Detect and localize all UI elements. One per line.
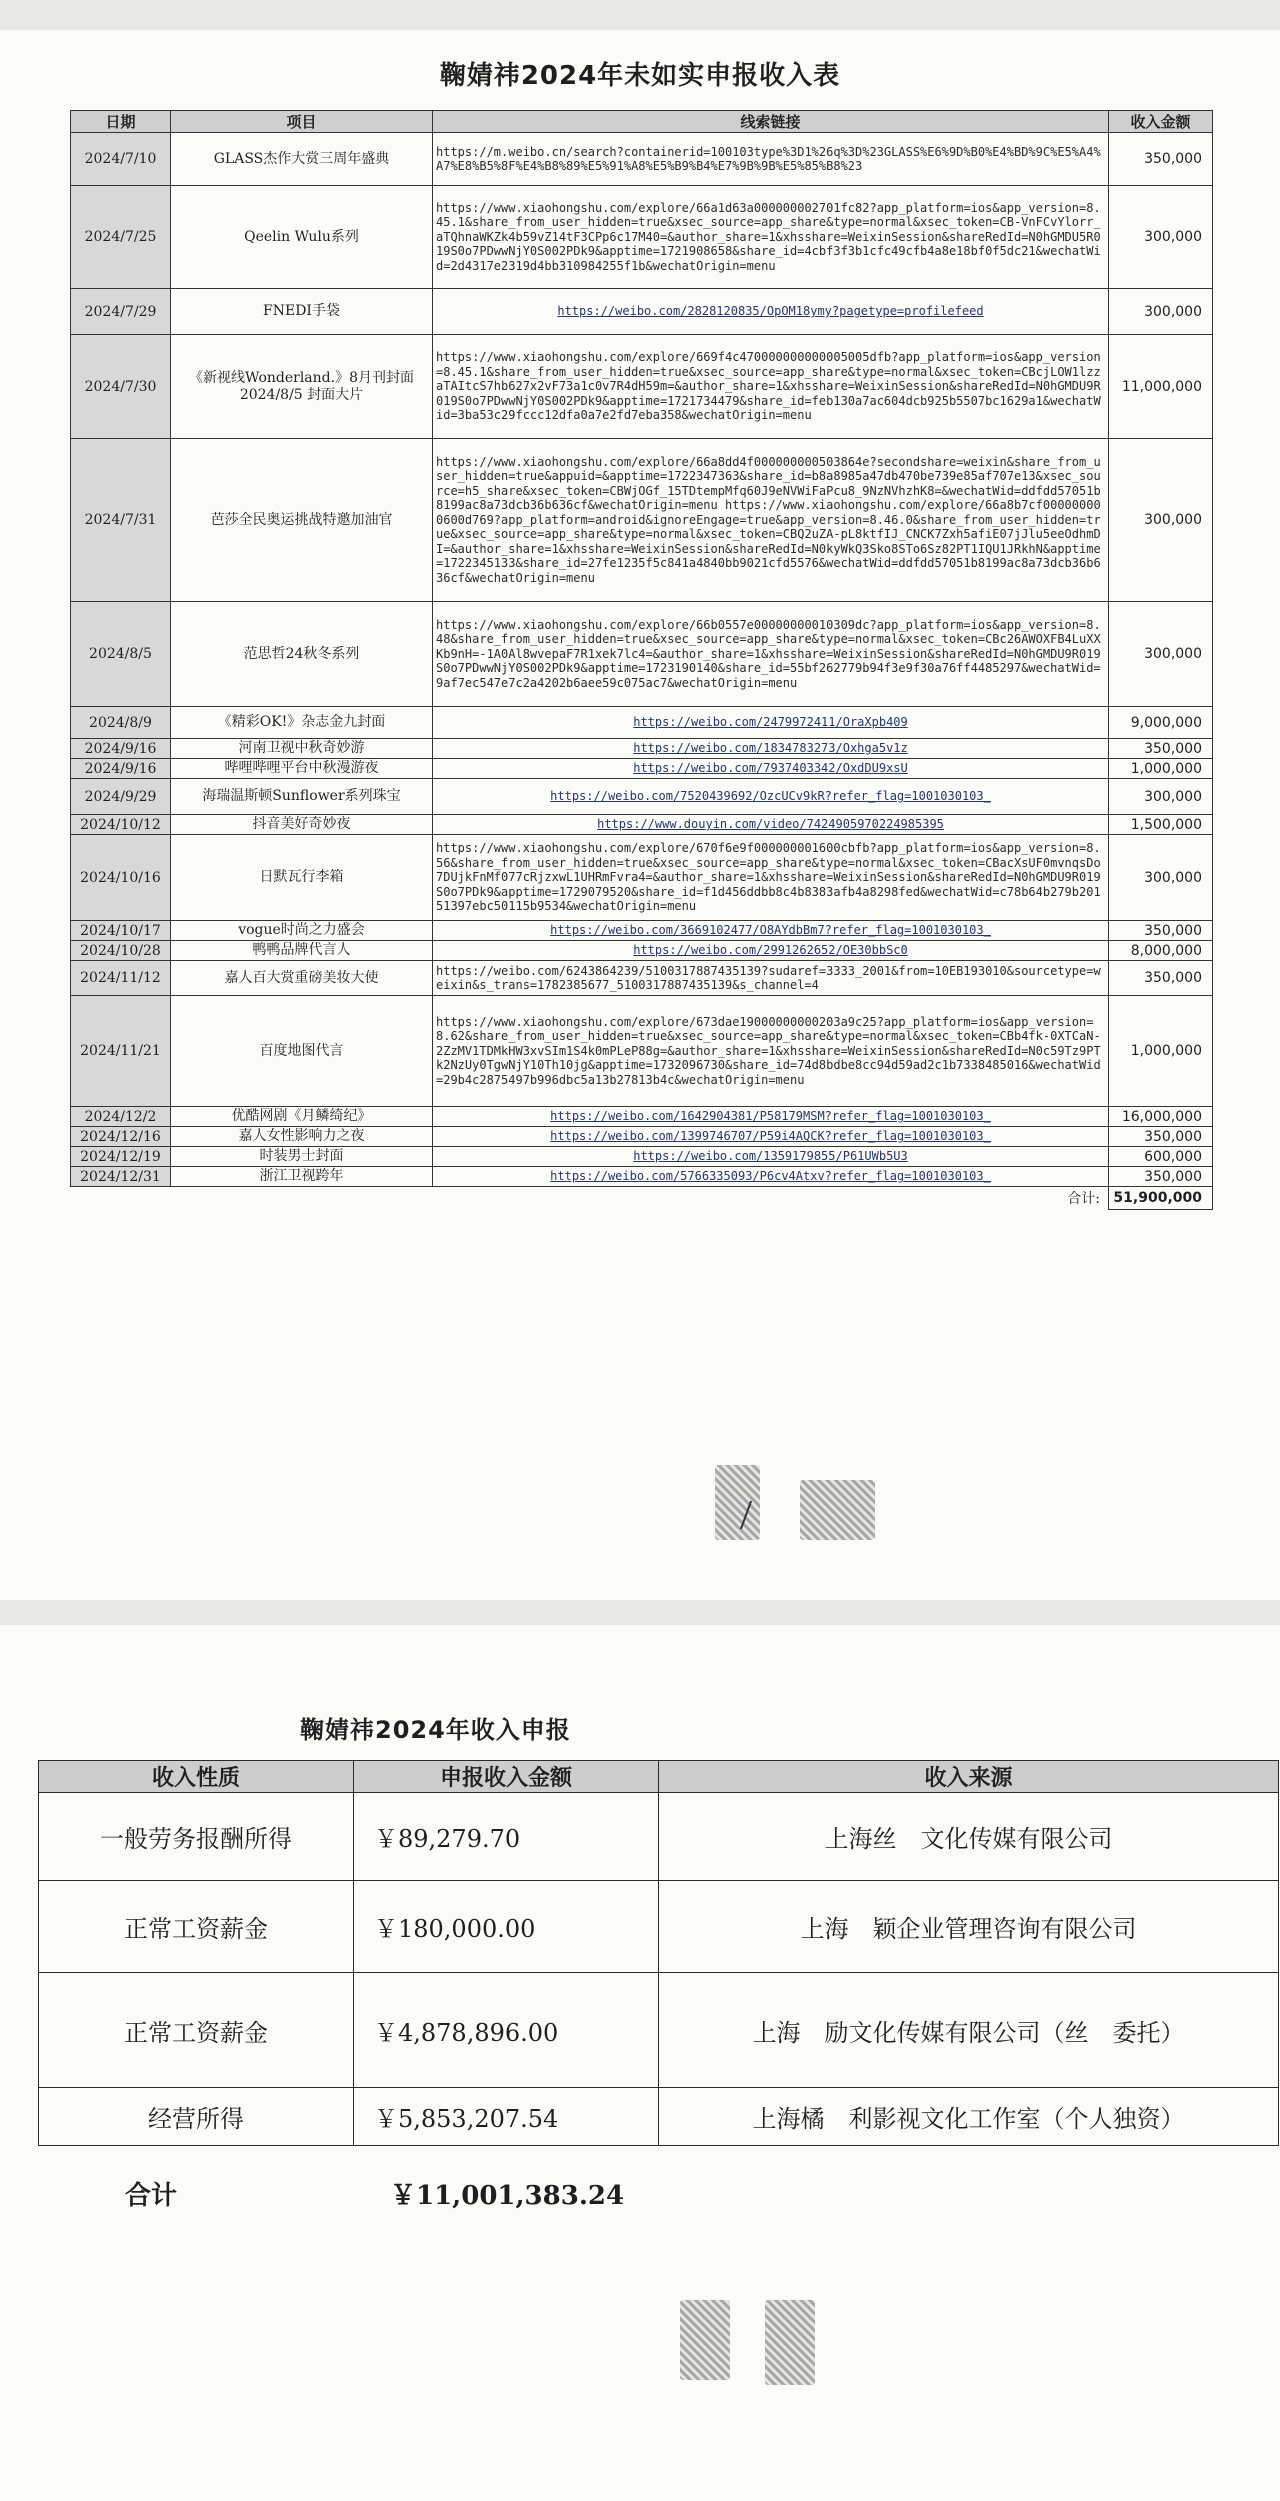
row-amount: 350,000 bbox=[1109, 1167, 1213, 1187]
table-row bbox=[71, 941, 1213, 961]
row-link[interactable]: https://weibo.com/3669102477/O8AYdbBm7?refer_flag=1001030103_ bbox=[433, 921, 1109, 941]
row-amount: 350,000 bbox=[1109, 1127, 1213, 1147]
row-date: 2024/12/19 bbox=[71, 1147, 171, 1167]
row-date: 2024/10/28 bbox=[71, 941, 171, 961]
table-row bbox=[71, 961, 1213, 996]
table-row bbox=[71, 759, 1213, 779]
row-source: 上海 励文化传媒有限公司（丝 委托） bbox=[659, 1973, 1279, 2088]
row-date: 2024/7/31 bbox=[71, 439, 171, 602]
row-link[interactable]: https://www.douyin.com/video/7424905970224985395 bbox=[433, 815, 1109, 835]
row-amount: 1,000,000 bbox=[1109, 996, 1213, 1107]
row-project: 鸭鸭品牌代言人 bbox=[171, 941, 433, 961]
table-header-row bbox=[39, 1761, 1279, 1793]
table-row bbox=[71, 335, 1213, 439]
signature-stamp bbox=[800, 1480, 875, 1540]
row-amount: 300,000 bbox=[1109, 779, 1213, 815]
table-header-row bbox=[71, 111, 1213, 133]
table-row bbox=[71, 921, 1213, 941]
row-project: 范思哲24秋冬系列 bbox=[171, 602, 433, 707]
row-amount: 350,000 bbox=[1109, 921, 1213, 941]
table-row bbox=[71, 779, 1213, 815]
row-declared-amount: ￥4,878,896.00 bbox=[354, 1973, 659, 2088]
row-amount: 350,000 bbox=[1109, 961, 1213, 996]
table-row bbox=[39, 1881, 1279, 1973]
row-link[interactable]: https://www.xiaohongshu.com/explore/670f6e9f000000001600cbfb?app_platform=ios&app_version=8.56&share_from_user_hidden=true&xsec_source=app_share&type=normal&xsec_token=CBacXsUF0mvnqsDo7DUjkFnMf077cRjzxwL1UHRmFvra4=&author_share=1&xhsshare=WeixinSession&shareRedId=N0hGMDU9R019S0o7PDk9&apptime=1729079520&share_id=f1d456ddbb8c4b8383afb4a8298fed&wechatWid=c78b64b279b20151397ebc50115b9534&wechatOrigin=menu bbox=[433, 835, 1109, 921]
row-declared-amount: ￥180,000.00 bbox=[354, 1881, 659, 1973]
table-row bbox=[71, 739, 1213, 759]
row-project: 百度地图代言 bbox=[171, 996, 433, 1107]
signature-stamp bbox=[680, 2300, 730, 2380]
row-category: 正常工资薪金 bbox=[39, 1881, 354, 1973]
row-project: vogue时尚之力盛会 bbox=[171, 921, 433, 941]
total-row bbox=[71, 1187, 1213, 1210]
row-project: 《精彩OK!》杂志金九封面 bbox=[171, 707, 433, 739]
row-project: 芭莎全民奥运挑战特邀加油官 bbox=[171, 439, 433, 602]
row-amount: 300,000 bbox=[1109, 439, 1213, 602]
row-amount: 350,000 bbox=[1109, 133, 1213, 186]
row-link[interactable]: https://weibo.com/7520439692/OzcUCv9kR?refer_flag=1001030103_ bbox=[433, 779, 1109, 815]
signature-stamp bbox=[765, 2300, 815, 2385]
total-label: 合计: bbox=[1067, 1191, 1100, 1207]
header-declared-amount: 申报收入金额 bbox=[354, 1761, 659, 1793]
row-project: 日默瓦行李箱 bbox=[171, 835, 433, 921]
header-project: 项目 bbox=[171, 111, 433, 133]
row-amount: 300,000 bbox=[1109, 186, 1213, 289]
row-amount: 350,000 bbox=[1109, 739, 1213, 759]
table-row bbox=[71, 289, 1213, 335]
table-row bbox=[71, 707, 1213, 739]
row-category: 正常工资薪金 bbox=[39, 1973, 354, 2088]
row-link[interactable]: https://weibo.com/1834783273/Oxhga5v1z bbox=[433, 739, 1109, 759]
table-row bbox=[39, 2088, 1279, 2146]
row-amount: 300,000 bbox=[1109, 602, 1213, 707]
row-date: 2024/8/5 bbox=[71, 602, 171, 707]
row-link[interactable]: https://www.xiaohongshu.com/explore/669f4c470000000000005005dfb?app_platform=ios&app_version=8.45.1&share_from_user_hidden=true&xsec_source=app_share&type=normal&xsec_token=CBcjLOW1lzzaTAItcS7hb627x2vF73a1c0v7R4dH59m=&author_share=1&xhsshare=WeixinSession&shareRedId=N0hGMDU9R019S0o7PDwwNjY0S002PDk9&apptime=1721734479&share_id=feb130a7ac604dcb925b5507bc1629a1&wechatWid=3ba53c29fccc12dfa0a7e2fd7eba358&wechatOrigin=menu bbox=[433, 335, 1109, 439]
row-project: 时装男士封面 bbox=[171, 1147, 433, 1167]
row-amount: 300,000 bbox=[1109, 289, 1213, 335]
table-body bbox=[71, 133, 1213, 1210]
row-amount: 9,000,000 bbox=[1109, 707, 1213, 739]
table-row bbox=[71, 602, 1213, 707]
row-date: 2024/7/30 bbox=[71, 335, 171, 439]
declaration-title: 鞠婧祎2024年收入申报 bbox=[300, 1716, 571, 1744]
table-row bbox=[71, 133, 1213, 186]
row-declared-amount: ￥5,853,207.54 bbox=[354, 2088, 659, 2146]
row-source: 上海 颖企业管理咨询有限公司 bbox=[659, 1881, 1279, 1973]
row-link[interactable]: https://www.xiaohongshu.com/explore/673dae19000000000203a9c25?app_platform=ios&app_version=8.62&share_from_user_hidden=true&xsec_source=app_share&type=normal&xsec_token=CBb4fk-0XTCaN-2ZzMV1TDMkHW3xvSIm1S4k0mPLeP88g=&author_share=1&xhsshare=WeixinSession&shareRedId=N0c59Tz9PTk2NzUy0TgwNjY10Th10jg&apptime=1732096730&share_id=74d8bdbe8cc94d59ad2c1b7338485016&wechatWid=29b4c2875497b996dbc5a13b27813b4c&wechatOrigin=menu bbox=[433, 996, 1109, 1107]
header-link: 线索链接 bbox=[433, 111, 1109, 133]
row-project: FNEDI手袋 bbox=[171, 289, 433, 335]
row-date: 2024/8/9 bbox=[71, 707, 171, 739]
row-link[interactable]: https://www.xiaohongshu.com/explore/66a8dd4f000000000503864e?secondshare=weixin&share_from_user_hidden=true&appuid=&apptime=1722347363&share_id=b8a8985a47db470be739e85af707e13&xsec_source=h5_share&xsec_token=CBWjOGf_15TDtempMfq60J9eNVWiFaPcu8_9NzNVhzhK8=&wechatWid=ddfdd57051b8199ac8a73dcb36b636cf&wechatOrigin=menu https://www.xiaohongshu.com/explore/66a8b7cf000000000600d769?app_platform=android&ignoreEngage=true&app_version=8.46.0&share_from_user_hidden=true&xsec_source=app_share&type=normal&xsec_token=CBQ2uZA-pL8ktfIJ_CNCK7Zxh5afiE07jJlu5eeOdhmDI=&author_share=1&xhsshare=WeixinSession&shareRedId=N0kyWkQ3Sko8STo6Sz82PT1IQU1JRkhN&apptime=1722345133&share_id=27fe1235f5c841a4840bb9021cfd5576&wechatWid=ddfdd57051b8199ac8a73dcb36b636cf&wechatOrigin=menu bbox=[433, 439, 1109, 602]
row-amount: 1,500,000 bbox=[1109, 815, 1213, 835]
table-row bbox=[71, 186, 1213, 289]
row-link[interactable]: https://weibo.com/1359179855/P61UWb5U3 bbox=[433, 1147, 1109, 1167]
row-category: 经营所得 bbox=[39, 2088, 354, 2146]
total-amount: 51,900,000 bbox=[1109, 1187, 1213, 1210]
row-link[interactable]: https://weibo.com/2991262652/OE30bbSc0 bbox=[433, 941, 1109, 961]
declared-income-table bbox=[38, 1760, 1279, 2146]
row-project: GLASS杰作大赏三周年盛典 bbox=[171, 133, 433, 186]
table-row bbox=[71, 996, 1213, 1107]
row-date: 2024/11/12 bbox=[71, 961, 171, 996]
table-row bbox=[71, 439, 1213, 602]
row-link[interactable]: https://www.xiaohongshu.com/explore/66b0557e00000000010309dc?app_platform=ios&app_version=8.48&share_from_user_hidden=true&xsec_source=app_share&type=normal&xsec_token=CBc26AWOXFB4LuXXKb9nH=-1A0Al8wvepaF7R1xek7lc4=&author_share=1&xhsshare=WeixinSession&shareRedId=N0hGMDU9R019S0o7PDwwNjY0S002PDk9&apptime=1723190140&share_id=55bf262779b94f3e9f30a76ff4485297&wechatWid=9af7ec547e7c2a4202b6aee59c075ac7&wechatOrigin=menu bbox=[433, 602, 1109, 707]
row-link[interactable]: https://weibo.com/7937403342/OxdDU9xsU bbox=[433, 759, 1109, 779]
row-link[interactable]: https://weibo.com/1399746707/P59i4AQCK?refer_flag=1001030103_ bbox=[433, 1127, 1109, 1147]
row-amount: 300,000 bbox=[1109, 835, 1213, 921]
row-source: 上海橘 利影视文化工作室（个人独资） bbox=[659, 2088, 1279, 2146]
row-date: 2024/12/16 bbox=[71, 1127, 171, 1147]
table-row bbox=[39, 1793, 1279, 1881]
header-date: 日期 bbox=[71, 111, 171, 133]
row-project: 嘉人百大赏重磅美妆大使 bbox=[171, 961, 433, 996]
total-label: 合计 bbox=[125, 2181, 178, 2211]
row-project: Qeelin Wulu系列 bbox=[171, 186, 433, 289]
row-project: 河南卫视中秋奇妙游 bbox=[171, 739, 433, 759]
row-link[interactable]: https://m.weibo.cn/search?containerid=100103type%3D1%26q%3D%23GLASS%E6%9D%B0%E4%BD%9C%E5%A4%A7%E8%B5%8F%E4%B8%89%E5%91%A8%E5%B9%B4%E7%9B%9B%E5%85%B8%23 bbox=[433, 133, 1109, 186]
row-amount: 8,000,000 bbox=[1109, 941, 1213, 961]
row-project: 《新视线Wonderland.》8月刊封面 2024/8/5 封面大片 bbox=[171, 335, 433, 439]
row-date: 2024/7/29 bbox=[71, 289, 171, 335]
header-source: 收入来源 bbox=[659, 1761, 1279, 1793]
table-body bbox=[39, 1793, 1279, 2146]
row-date: 2024/10/17 bbox=[71, 921, 171, 941]
row-link[interactable]: https://www.xiaohongshu.com/explore/66a1d63a000000002701fc82?app_platform=ios&app_version=8.45.1&share_from_user_hidden=true&xsec_source=app_share&type=normal&xsec_token=CB-VnFCvYlorr_aTQhnaWKZk4b59vZ14tF3CPp6c17M40=&author_share=1&xhsshare=WeixinSession&shareRedId=N0hGMDU5R019S0o7PDwwNjY0S002PDk9&apptime=1721908658&share_id=4cbf3f3b1cfc49cfb4a8e18bf0f5dc21&wechatWid=2d4317e2319d4bb310984255f1b&wechatOrigin=menu bbox=[433, 186, 1109, 289]
row-date: 2024/10/12 bbox=[71, 815, 171, 835]
row-date: 2024/10/16 bbox=[71, 835, 171, 921]
row-declared-amount: ￥89,279.70 bbox=[354, 1793, 659, 1881]
row-project: 海瑞温斯顿Sunflower系列珠宝 bbox=[171, 779, 433, 815]
row-amount: 16,000,000 bbox=[1109, 1107, 1213, 1127]
row-link[interactable]: https://weibo.com/6243864239/5100317887435139?sudaref=3333_2001&from=10EB193010&sourcetype=weixin&s_trans=1782385677_5100317887435139&s_channel=4 bbox=[433, 961, 1109, 996]
total-amount: ￥11,001,383.24 bbox=[390, 2181, 625, 2211]
header-amount: 收入金额 bbox=[1109, 111, 1213, 133]
row-amount: 1,000,000 bbox=[1109, 759, 1213, 779]
document-title: 鞠婧祎2024年未如实申报收入表 bbox=[439, 61, 841, 91]
header-category: 收入性质 bbox=[39, 1761, 354, 1793]
table-row bbox=[71, 835, 1213, 921]
row-category: 一般劳务报酬所得 bbox=[39, 1793, 354, 1881]
table-row bbox=[71, 1167, 1213, 1187]
signature-stamp bbox=[715, 1465, 760, 1540]
row-date: 2024/7/25 bbox=[71, 186, 171, 289]
row-date: 2024/9/29 bbox=[71, 779, 171, 815]
row-date: 2024/12/31 bbox=[71, 1167, 171, 1187]
row-date: 2024/9/16 bbox=[71, 739, 171, 759]
row-project: 抖音美好奇妙夜 bbox=[171, 815, 433, 835]
table-row bbox=[71, 1147, 1213, 1167]
row-amount: 11,000,000 bbox=[1109, 335, 1213, 439]
row-date: 2024/12/2 bbox=[71, 1107, 171, 1127]
row-date: 2024/11/21 bbox=[71, 996, 171, 1107]
row-link[interactable]: https://weibo.com/2479972411/OraXpb409 bbox=[433, 707, 1109, 739]
row-project: 嘉人女性影响力之夜 bbox=[171, 1127, 433, 1147]
row-link[interactable]: https://weibo.com/2828120835/OpOM18ymy?pagetype=profilefeed bbox=[433, 289, 1109, 335]
row-source: 上海丝 文化传媒有限公司 bbox=[659, 1793, 1279, 1881]
row-date: 2024/7/10 bbox=[71, 133, 171, 186]
row-amount: 600,000 bbox=[1109, 1147, 1213, 1167]
row-project: 优酷网剧《月鳞绮纪》 bbox=[171, 1107, 433, 1127]
table-row bbox=[71, 1127, 1213, 1147]
table-row bbox=[71, 815, 1213, 835]
row-project: 哔哩哔哩平台中秋漫游夜 bbox=[171, 759, 433, 779]
unreported-income-table bbox=[70, 110, 1213, 1210]
row-date: 2024/9/16 bbox=[71, 759, 171, 779]
table-row bbox=[39, 1973, 1279, 2088]
row-link[interactable]: https://weibo.com/1642904381/P58179MSM?refer_flag=1001030103_ bbox=[433, 1107, 1109, 1127]
row-link[interactable]: https://weibo.com/5766335093/P6cv4Atxv?refer_flag=1001030103_ bbox=[433, 1167, 1109, 1187]
row-project: 浙江卫视跨年 bbox=[171, 1167, 433, 1187]
table-row bbox=[71, 1107, 1213, 1127]
